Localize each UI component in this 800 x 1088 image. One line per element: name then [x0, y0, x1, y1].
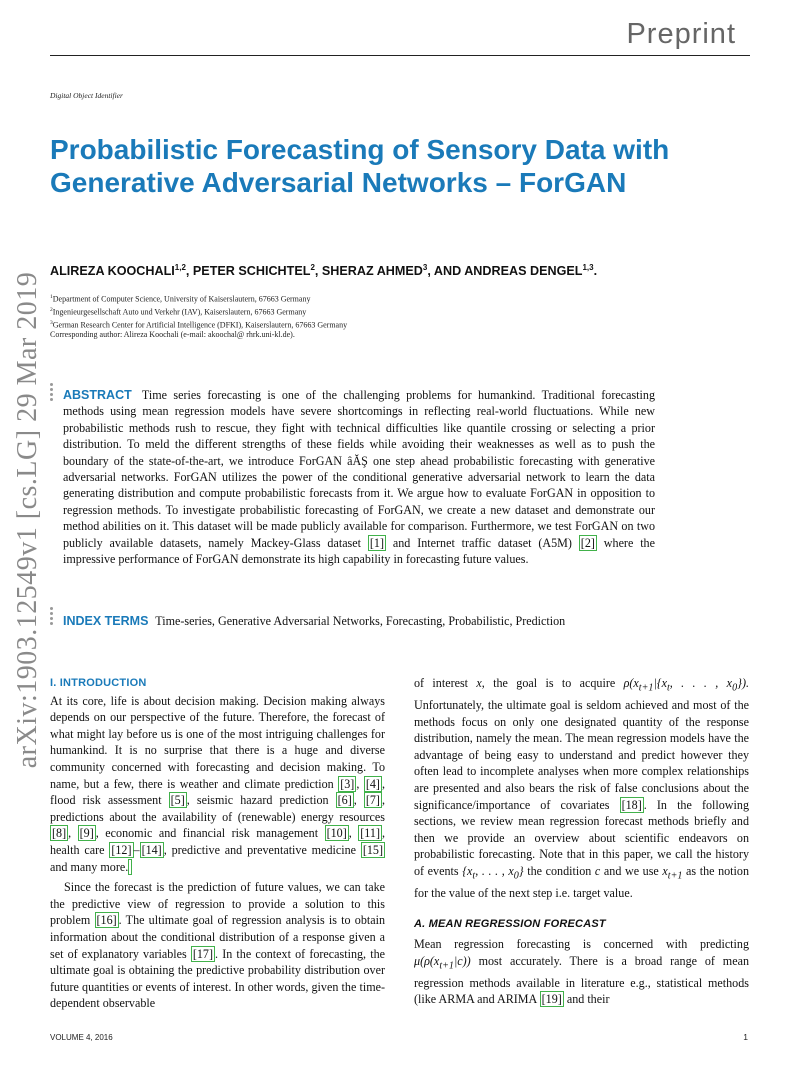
corresponding-author: Corresponding author: Alireza Koochali (e-mail: akoochal@ rhrk.uni-kl.de). — [50, 330, 295, 339]
body-text: , — [68, 826, 78, 841]
body-text: and their — [563, 992, 610, 1007]
body-text: . In the context of forecasting, the ultimate goal is obtaining the predictive probability distribution over future quantities or events of interest. In other words, given the time-dependent observable — [50, 946, 385, 1011]
author-list — [50, 259, 610, 280]
citation-link[interactable]: [11] — [360, 826, 380, 841]
right-column — [414, 675, 749, 1008]
body-text: Unfortunately, the ultimate goal is seldom achieved and most of the methods focus on only one designated quantity of the response distribution, namely the mean. The mean regression models have the advantage of being easy to understand and predict however they often lead to incomplete analyses when more complex relationships are presented and also bears the risk of false conclusions about the significance/importance of covariates — [414, 698, 749, 812]
body-text: , flood risk assessment — [50, 776, 385, 808]
author-sep: . — [593, 264, 598, 279]
citation-link[interactable]: [17] — [192, 946, 214, 961]
author-name: ANDREAS DENGEL — [464, 264, 583, 279]
citation-link[interactable]: [9] — [79, 826, 94, 841]
body-text: , health care — [50, 826, 386, 857]
left-column — [50, 675, 385, 1012]
body-text: At its core, life is about decision making. Decision making always depends on our perspective of the future. Therefore, the forecast of what might lay before us is one of the most intriguing challenges for humankind. It is no surprise that there is a huge and diverse community concerned with forecasting and decision making. To name, but a few, there is weather and climate prediction — [50, 693, 385, 791]
author-sep: , — [314, 264, 322, 279]
affiliation-line — [50, 305, 347, 318]
body-text: Since the forecast is the prediction of future values, we can take the predictive view of regression to provide a solution to this problem — [50, 880, 385, 928]
citation-link[interactable]: [7] — [365, 793, 380, 808]
arxiv-stamp-text: arXiv:1903.12549v1 [cs.LG] 29 Mar 2019 — [12, 271, 43, 769]
paragraph — [414, 675, 749, 902]
volume-label: VOLUME 4, 2016 — [50, 1033, 113, 1042]
paragraph — [50, 693, 385, 876]
math-inline: $\mu(\rho(x_{t+1}|c))$ — [414, 953, 471, 972]
affiliation-line — [50, 292, 347, 305]
math-inline: x — [476, 676, 482, 690]
body-text: , predictive and preventative medicine — [163, 842, 361, 857]
body-text: . The ultimate goal of regression analysis is to obtain information about the conditional distribution of a response given a set of explanatory variables — [50, 913, 385, 961]
citation-link[interactable]: [8] — [52, 826, 67, 841]
paper-title: Probabilistic Forecasting of Sensory Data with Generative Adversarial Networks – ForGAN — [50, 134, 670, 198]
abstract — [63, 387, 655, 567]
body-text: , — [353, 793, 364, 808]
citation-link[interactable]: [14] — [141, 842, 162, 857]
body-text: – — [133, 842, 140, 857]
author-sep: , — [185, 264, 193, 279]
arxiv-stamp — [6, 270, 50, 770]
body-text: as the notion for the value of the next step i.e. target value. — [414, 863, 749, 900]
body-text: the condition — [523, 863, 595, 878]
affiliation-sup: 3 — [50, 320, 53, 327]
affiliation-text: Ingenieurgesellschaft Auto und Verkehr (IAV), Kaiserslautern, 67663 Germany — [52, 307, 307, 317]
author-affil-sup: 2 — [310, 263, 315, 272]
citation-link[interactable] — [128, 859, 132, 875]
body-text: of interest — [414, 676, 477, 690]
affiliation-sup: 1 — [50, 294, 53, 300]
body-text: and many more. — [50, 859, 129, 874]
citation-link[interactable]: [10] — [326, 826, 347, 841]
affiliation-sup: 2 — [50, 307, 53, 314]
citation-link[interactable]: [19] — [541, 992, 562, 1007]
abstract-text: and Internet traffic dataset (A5M) — [385, 535, 579, 550]
body-text: , economic and financial risk management — [95, 826, 325, 841]
header-rule — [50, 55, 750, 56]
affiliation-text: German Research Center for Artificial Intelligence (DFKI), Kaiserslautern, 67663 Germany — [52, 320, 348, 330]
author-affil-sup: 1,2 — [174, 263, 186, 272]
abstract-text: where the impressive performance of ForGAN demonstrate its high capability in forecasting future values. — [63, 535, 655, 567]
citation-link[interactable]: [3] — [340, 776, 355, 791]
author-name: ALIREZA KOOCHALI — [50, 264, 175, 279]
author-sep: , AND — [427, 264, 465, 279]
body-text: , — [348, 826, 359, 841]
author-name: PETER SCHICHTEL — [192, 264, 311, 279]
body-text: , predictions about the availability of (renewable) energy resources — [50, 793, 385, 824]
abstract-text: Time series forecasting is one of the challenging problems for humankind. Traditional forecasting methods using mean regression models have severe shortcomings in reflecting real-world fluctuations. While new probabilistic methods rush to rescue, they fight with technical difficulties like quantile crossing or selecting a prior distribution. To meld the different strengths of these fields while avoiding their weaknesses as well as to push the boundary of the state-of-the-art, we introduce ForGAN âĂŞ one step ahead probabilistic forecasting with generative adversarial networks. ForGAN utilizes the power of the conditional generative adversarial network to learn the data generating distribution and compute probabilistic forecasts from it. We argue how to evaluate ForGAN in opposition to regression methods. To investigate probabilistic forecasting of ForGAN, we create a new dataset and demonstrate our method abilities on it. This dataset will be made publicly available for comparison. Furthermore, we test ForGAN on two publicly available datasets, namely Mackey-Glass dataset — [63, 388, 656, 550]
preprint-label: Preprint — [626, 18, 736, 50]
body-text: , seismic hazard prediction — [186, 793, 336, 808]
citation-link[interactable]: [18] — [621, 797, 642, 812]
index-terms — [63, 613, 663, 629]
affiliations — [50, 292, 347, 331]
math-inline: c — [594, 863, 601, 878]
index-terms-text: Time-series, Generative Adversarial Networks, Forecasting, Probabilistic, Prediction — [155, 614, 566, 628]
math-inline: $\rho(x_{t+1}|\{x_t$, . . . , $x_0$}). — [623, 676, 749, 694]
body-text: , — [356, 776, 364, 791]
body-text: Mean regression forecasting is concerned with predicting — [414, 937, 749, 952]
citation-link[interactable]: [1] — [369, 535, 384, 550]
index-terms-heading: INDEX TERMS — [63, 614, 149, 628]
citation-link[interactable]: [15] — [362, 842, 383, 857]
math-inline: $x_{t+1}$ — [662, 863, 683, 882]
author-affil-sup: 3 — [422, 263, 428, 272]
index-dots-icon — [50, 607, 56, 627]
body-text: and we use — [600, 863, 663, 878]
abstract-dots-icon — [50, 383, 56, 403]
author-name: SHERAZ AHMED — [321, 264, 423, 279]
paragraph — [50, 879, 385, 1012]
citation-link[interactable]: [12] — [111, 842, 132, 857]
body-text: . In the following sections, we review mean regression forecast methods briefly and then we provide an overview about scientific endeavors on probabilistic forecasting. Note that in this paper, we call the history of events — [414, 797, 749, 878]
body-text: most accurately. There is a broad range of mean regression methods available in literature e.g., statistical methods (like ARMA and ARIMA — [414, 953, 749, 1007]
citation-link[interactable]: [2] — [580, 535, 595, 550]
citation-link[interactable]: [4] — [365, 776, 380, 791]
page-number: 1 — [743, 1032, 748, 1042]
citation-link[interactable]: [6] — [337, 793, 352, 808]
section-heading: I. INTRODUCTION — [50, 677, 147, 689]
citation-link[interactable]: [16] — [96, 913, 117, 928]
abstract-heading: ABSTRACT — [63, 388, 132, 402]
subsection-heading: A. MEAN REGRESSION FORECAST — [414, 917, 606, 930]
paragraph — [414, 936, 749, 1008]
author-affil-sup: 1,3 — [582, 263, 594, 272]
citation-link[interactable]: [5] — [170, 793, 185, 808]
doi-label: Digital Object Identifier — [50, 91, 123, 100]
body-text: , the goal is to acquire — [481, 676, 624, 690]
math-inline: {$x_t$, . . . , $x_0$} — [462, 863, 524, 882]
affiliation-text: Department of Computer Science, University of Kaiserslautern, 67663 Germany — [52, 294, 311, 304]
